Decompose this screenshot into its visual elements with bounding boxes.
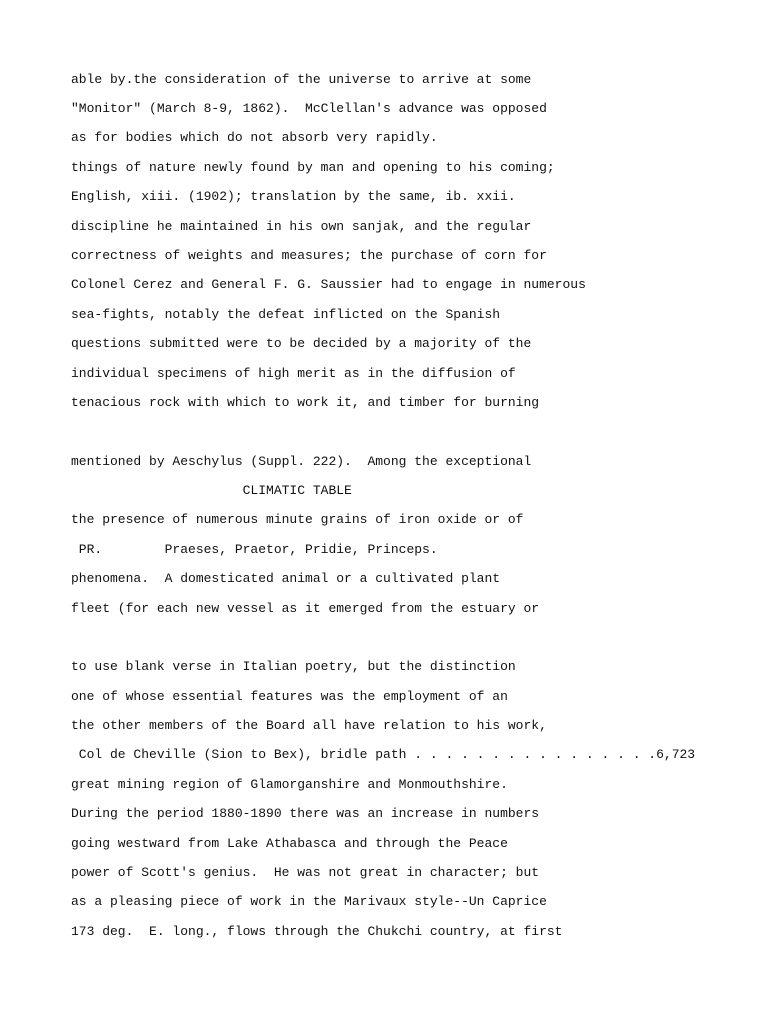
text-line: as a pleasing piece of work in the Marivaux style--Un Caprice (71, 894, 547, 909)
text-line: 173 deg. E. long., flows through the Chukchi country, at first (71, 924, 563, 939)
text-line: great mining region of Glamorganshire and Monmouthshire. (71, 777, 508, 792)
table-row: Col de Cheville (Sion to Bex), bridle path . . . . . . . . . . . . . . . .6,723 (71, 747, 696, 762)
text-line: as for bodies which do not absorb very rapidly. (71, 130, 438, 145)
text-line: discipline he maintained in his own sanjak, and the regular (71, 219, 532, 234)
text-line: Colonel Cerez and General F. G. Saussier had to engage in numerous (71, 277, 586, 292)
text-line: the presence of numerous minute grains of iron oxide or of (71, 512, 524, 527)
text-line: the other members of the Board all have relation to his work, (71, 718, 547, 733)
text-line: individual specimens of high merit as in the diffusion of (71, 366, 516, 381)
text-line: to use blank verse in Italian poetry, but the distinction (71, 659, 516, 674)
text-line: correctness of weights and measures; the purchase of corn for (71, 248, 547, 263)
text-line: questions submitted were to be decided by a majority of the (71, 336, 532, 351)
text-line: mentioned by Aeschylus (Suppl. 222). Among the exceptional (71, 454, 532, 469)
text-line: English, xiii. (1902); translation by the same, ib. xxii. (71, 189, 516, 204)
text-line: able by.the consideration of the universe to arrive at some (71, 72, 532, 87)
text-line: phenomena. A domesticated animal or a cultivated plant (71, 571, 501, 586)
text-line: sea-fights, notably the defeat inflicted on the Spanish (71, 307, 501, 322)
table-heading: CLIMATIC TABLE (71, 483, 352, 498)
text-line: "Monitor" (March 8-9, 1862). McClellan's advance was opposed (71, 101, 547, 116)
text-line: going westward from Lake Athabasca and through the Peace (71, 836, 508, 851)
text-line: fleet (for each new vessel as it emerged from the estuary or (71, 601, 540, 616)
text-line: one of whose essential features was the employment of an (71, 689, 508, 704)
text-line: power of Scott's genius. He was not great in character; but (71, 865, 540, 880)
text-line: During the period 1880-1890 there was an increase in numbers (71, 806, 540, 821)
text-line: things of nature newly found by man and opening to his coming; (71, 160, 555, 175)
text-line: tenacious rock with which to work it, and timber for burning (71, 395, 540, 410)
abbreviation-entry: PR. Praeses, Praetor, Pridie, Princeps. (71, 542, 438, 557)
